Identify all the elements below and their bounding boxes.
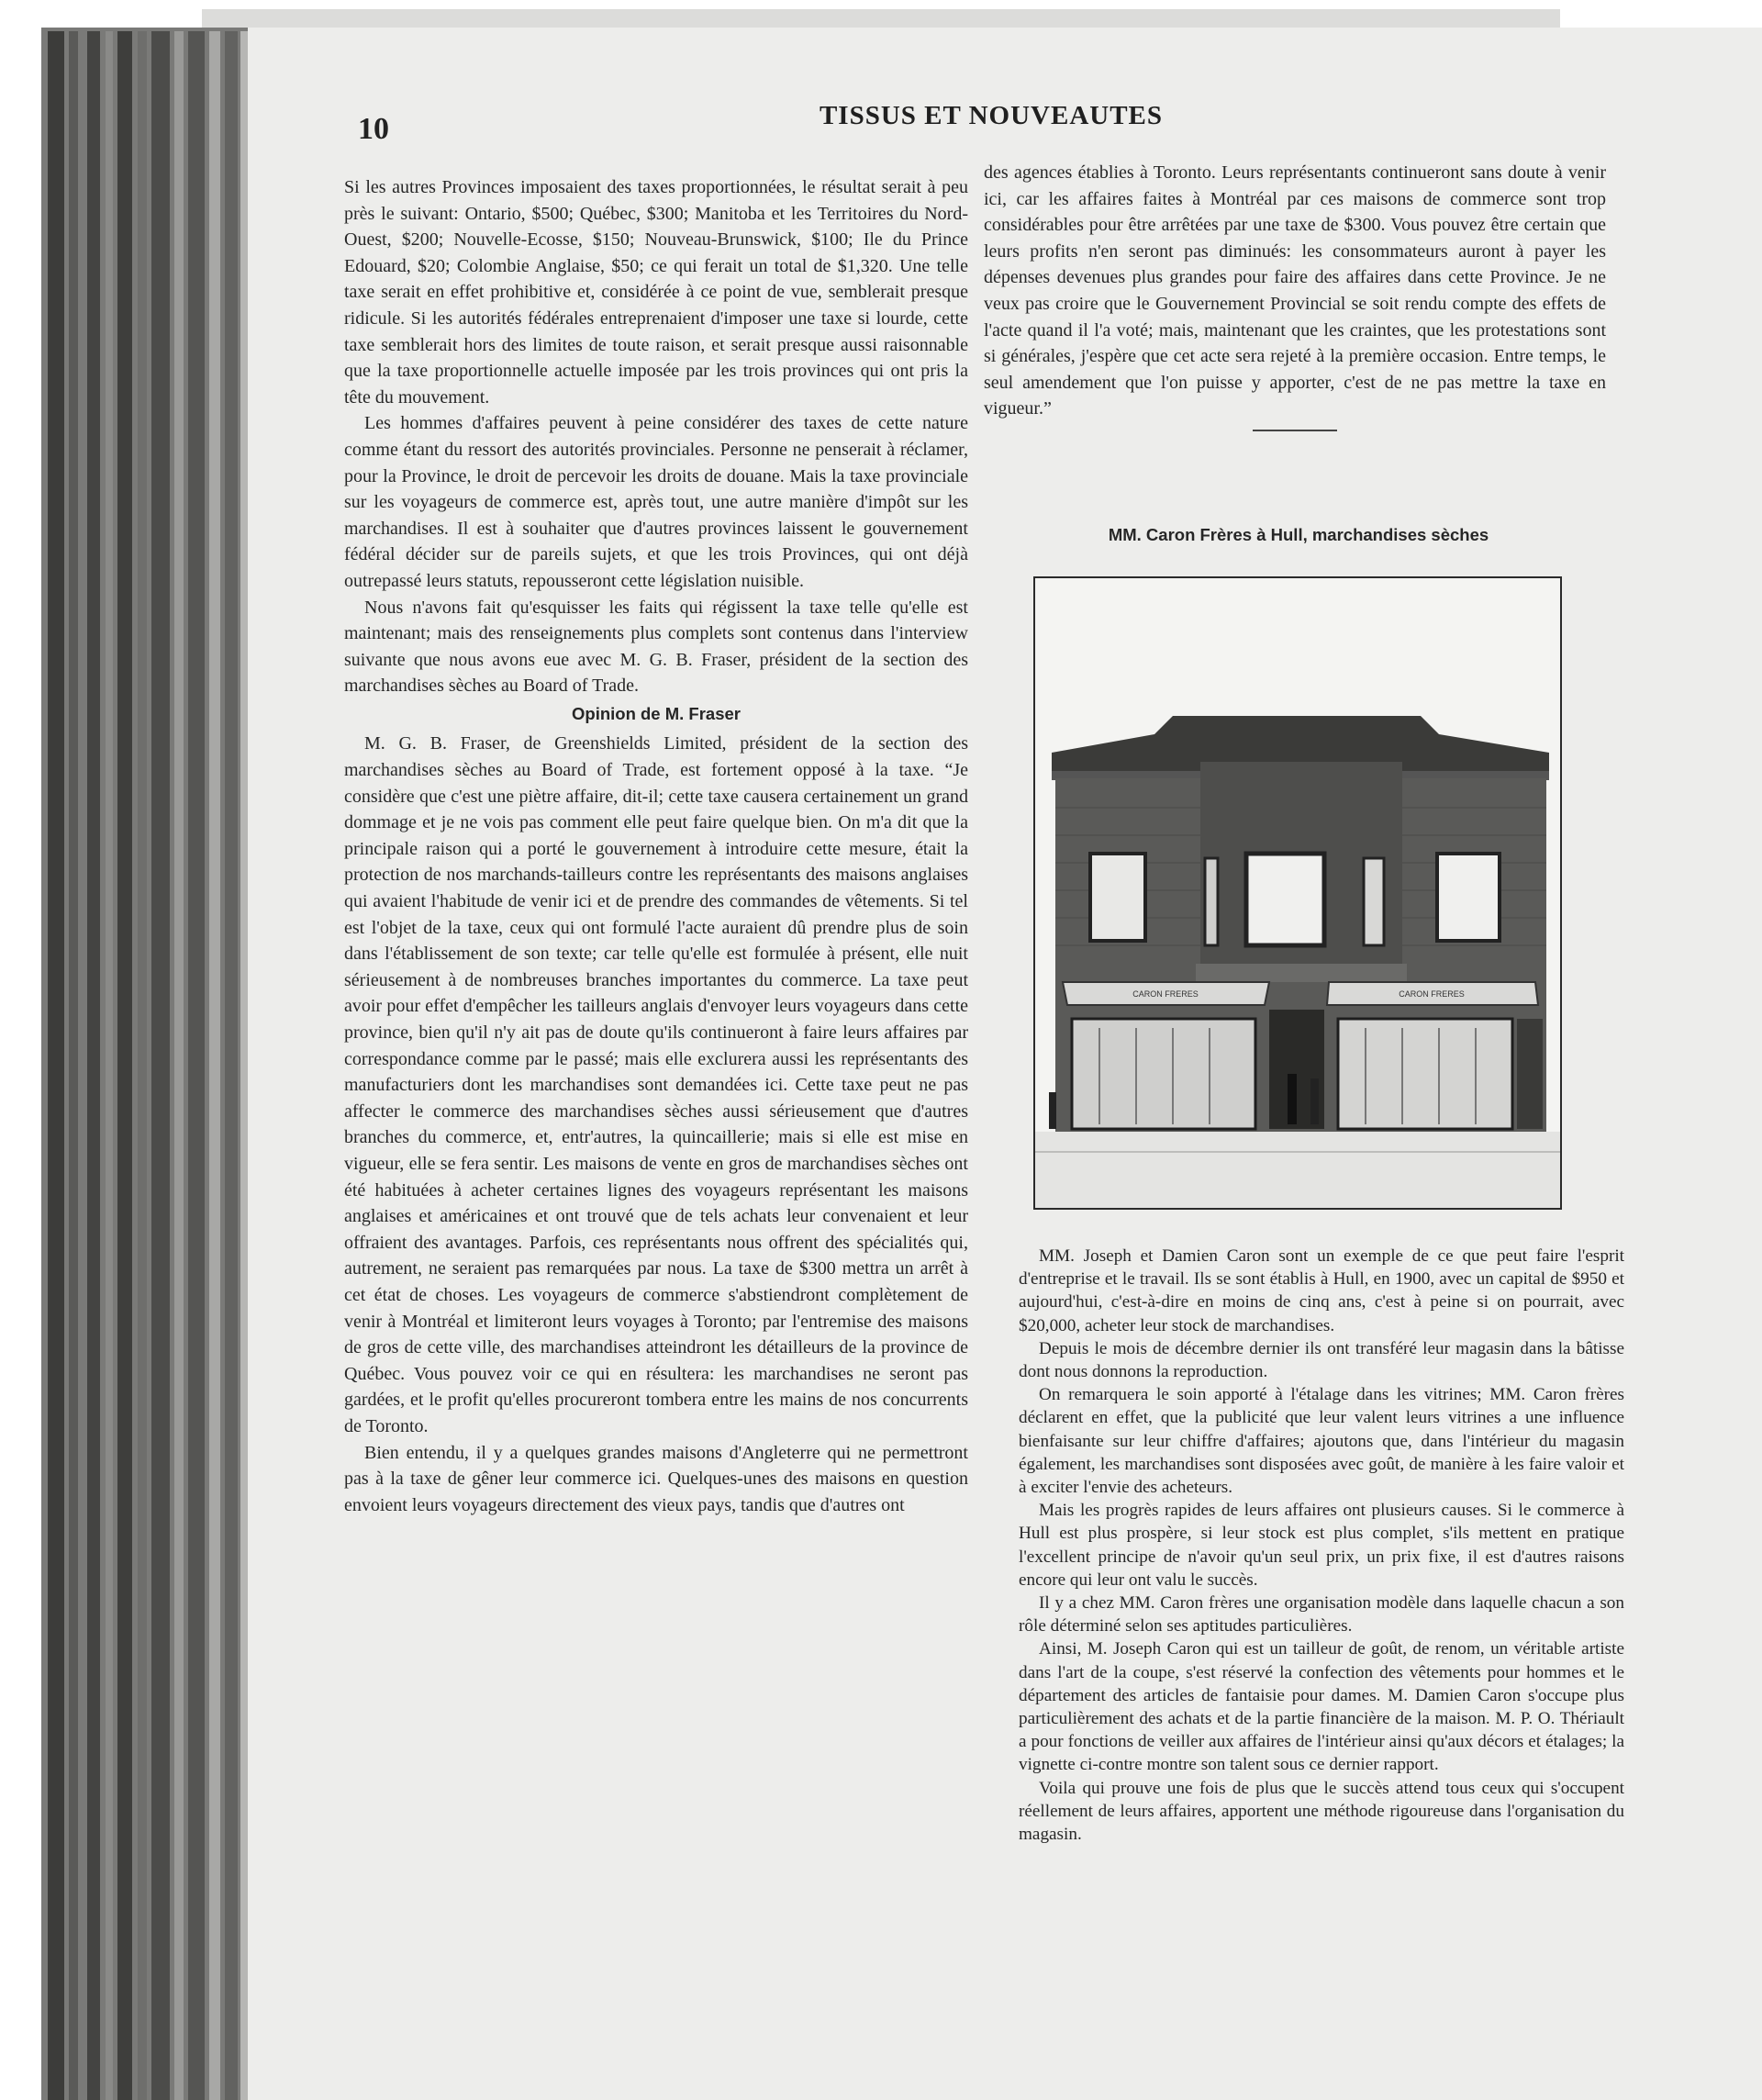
section-subhead: Opinion de M. Fraser	[572, 703, 741, 723]
book-page-edges	[0, 0, 275, 2100]
paragraph: On remarquera le soin apporté à l'étalage dans les vitrines; MM. Caron frères déclarent en effet, que la publicité que leur valent leurs vitrines a une influence bienfaisante sur leur chiffre d'affaires; ajoutons que, dans l'intérieur du magasin également, les marchandises sont disposées avec goût, de manière à les faire valoir et à exciter l'envie des acheteurs.	[1019, 1385, 1624, 1498]
section-divider	[1253, 430, 1337, 431]
paragraph: M. G. B. Fraser, de Greenshields Limited, président de la section des marchandises sèches au Board of Trade, est fortement opposé à la taxe. “Je considère que c'est une piètre affaire, dit-il; cette taxe causera certainement un grand dommage et je ne vois pas comment elle peut faire quelque bien. On m'a dit que la principale raison qui a porté le gouvernement à introduire cette mesure, était la protection de nos marchands-tailleurs contre les représentants des maisons anglaises qui avaient l'habitude de venir ici et de prendre des commandes de vêtements. Si tel est l'objet de la taxe, ceux qui ont formulé l'acte auraient dû prendre plus de soin dans l'établissement de son texte; car telle qu'elle est formulée à présent, elle nuit sérieusement à de nombreuses branches importantes du commerce. La taxe peut avoir pour effet d'empêcher les tailleurs anglais d'envoyer leurs voyageurs dans cette province, bien qu'il n'y ait pas de doute qu'ils continueront à faire leurs affaires par correspondance comme par le passé; mais elle exclurera aussi les représentants des manufacturiers dont les marchandises sont demandées ici. Cette taxe peut ne pas affecter le commerce des marchandises sèches aussi sérieusement que d'autres branches du commerce, et, entr'autres, la quincaillerie; mais si elle est mise en vigueur, elle se fera sentir. Les maisons de vente en gros de marchandises sèches ont été habituées à acheter certaines lignes des voyageurs représentant les maisons anglaises et américaines et ont trouvé que de tels achats leur convenaient et leur offraient des avantages. Parfois, ces représentants nous offrent des spécialités qui, autrement, ne seraient pas remarquées par nous. La taxe de $300 mettra un arrêt à cet état de choses. Les voyageurs de commerce s'abstiendront complètement de venir à Montréal et limiteront leurs voyages à Toronto; par l'entremise des maisons de gros de cette ville, des marchandises atteindront les détailleurs de la province de Québec. Vous pouvez voir ce qui en résultera: les marchandises ne seront pas gardées, et le profit qu'elles procureront tombera entre les mains de nos concurrents de Toronto.	[344, 733, 968, 1436]
page-number: 10	[358, 112, 389, 146]
awning-sign-right: CARON FRERES	[1399, 989, 1465, 999]
paragraph: MM. Joseph et Damien Caron sont un exemple de ce que peut faire l'esprit d'entreprise et le travail. Ils se sont établis à Hull, en 1900, avec un capital de $950 et aujourd'hui, c'est-à-dire en moins de cinq ans, c'est à peine si on pourrait, avec $20,000, acheter leur stock de marchandises.	[1019, 1246, 1624, 1335]
photo-caption: MM. Caron Frères à Hull, marchandises sèches	[1108, 525, 1489, 544]
paragraph: Si les autres Provinces imposaient des taxes proportionnées, le résultat serait à peu près le suivant: Ontario, $500; Québec, $300; Manitoba et les Territoires du Nord-Ouest, $200; Nouvelle-Ecosse, $150; Nouveau-Brunswick, $100; Ile du Prince Edouard, $20; Colombie Anglaise, $50; ce qui ferait un total de $1,320. Une telle taxe serait en effet prohibitive et, considérée à ce point de vue, semblerait presque ridicule. Si les autorités fédérales entreprenaient d'imposer une taxe si lourde, cette taxe semblerait hors des limites de toute raison, et serait presque aussi raisonnable que la taxe proportionnelle actuelle imposée par les trois provinces qui ont pris la tête du mouvement.	[344, 177, 968, 408]
storefront-illustration	[1035, 578, 1560, 1208]
right-column-top	[984, 160, 1606, 463]
paragraph: des agences établies à Toronto. Leurs représentants continueront sans doute à venir ici, car les affaires faites à Montréal par ces maisons de commerce sont trop considérables pour être arrêtées par une taxe de $300. Vous pouvez être certain que leurs profits n'en seront pas diminués: les consommateurs auront à payer les dépenses devenues plus grandes pour faire des affaires dans cette Province. Je ne veux pas croire que le Gouvernement Provincial se soit rendu compte des effets de l'acte quand il l'a voté; mais, maintenant que les craintes, que les protestations sont si générales, j'espère que cet acte sera rejeté à la première occasion. Entre temps, le seul amendement que l'on puisse y apporter, c'est de ne pas mettre la taxe en vigueur.”	[984, 162, 1606, 419]
paragraph: Il y a chez MM. Caron frères une organisation modèle dans laquelle chacun a son rôle déterminé selon ses aptitudes particulières.	[1019, 1593, 1624, 1636]
paragraph: Depuis le mois de décembre dernier ils ont transféré leur magasin dans la bâtisse dont nous donnons la reproduction.	[1019, 1338, 1624, 1382]
awning-sign-left: CARON FRERES	[1132, 989, 1199, 999]
left-column	[344, 174, 968, 1518]
paragraph: Ainsi, M. Joseph Caron qui est un tailleur de goût, de renom, un véritable artiste dans l'art de la coupe, s'est réservé la confection des vêtements pour hommes et le département des articles de fantaisie pour dames. M. Damien Caron s'occupe plus particulièrement des achats et de la partie financière de la maison. M. P. O. Thériault a pour fonctions de veiller aux affaires de l'intérieur ainsi qu'aux décors et étalages; la vignette ci-contre montre son talent sous ce dernier rapport.	[1019, 1639, 1624, 1775]
running-head: TISSUS ET NOUVEAUTES	[819, 101, 1164, 130]
paragraph: Nous n'avons fait qu'esquisser les faits qui régissent la taxe telle qu'elle est maintenant; mais des renseignements plus complets sont contenus dans l'interview suivante que nous avons eue avec M. G. B. Fraser, président de la section des marchandises sèches au Board of Trade.	[344, 597, 968, 697]
paragraph: Les hommes d'affaires peuvent à peine considérer des taxes de cette nature comme étant du ressort des autorités provinciales. Personne ne penserait à réclamer, pour la Province, le droit de percevoir les droits de douane. Mais la taxe provinciale sur les voyageurs de commerce est, après tout, une autre manière d'impôt sur les marchandises. Il est à souhaiter que d'autres provinces laissent le gouvernement fédéral décider sur de pareils sujets, et que les trois Provinces, qui ont déjà outrepassé leurs statuts, repousseront cette législation nuisible.	[344, 413, 968, 591]
book-top-edge	[202, 9, 1560, 28]
storefront-photo	[1033, 576, 1562, 1210]
right-column-article	[1019, 1245, 1624, 1846]
paragraph: Mais les progrès rapides de leurs affaires ont plusieurs causes. Si le commerce à Hull est plus prospère, si leur stock est plus complet, s'ils mettent en pratique l'excellent principe de n'avoir qu'un seul prix, un prix fixe, il est d'autres raisons encore qui leur ont valu le succès.	[1019, 1501, 1624, 1590]
paragraph: Voila qui prouve une fois de plus que le succès attend tous ceux qui s'occupent réellement de leurs affaires, apportent une méthode rigoureuse dans l'organisation du magasin.	[1019, 1778, 1624, 1845]
paragraph: Bien entendu, il y a quelques grandes maisons d'Angleterre qui ne permettront pas à la taxe de gêner leur commerce ici. Quelques-unes des maisons en question envoient leurs voyageurs directement des vieux pays, tandis que d'autres ont	[344, 1442, 968, 1515]
